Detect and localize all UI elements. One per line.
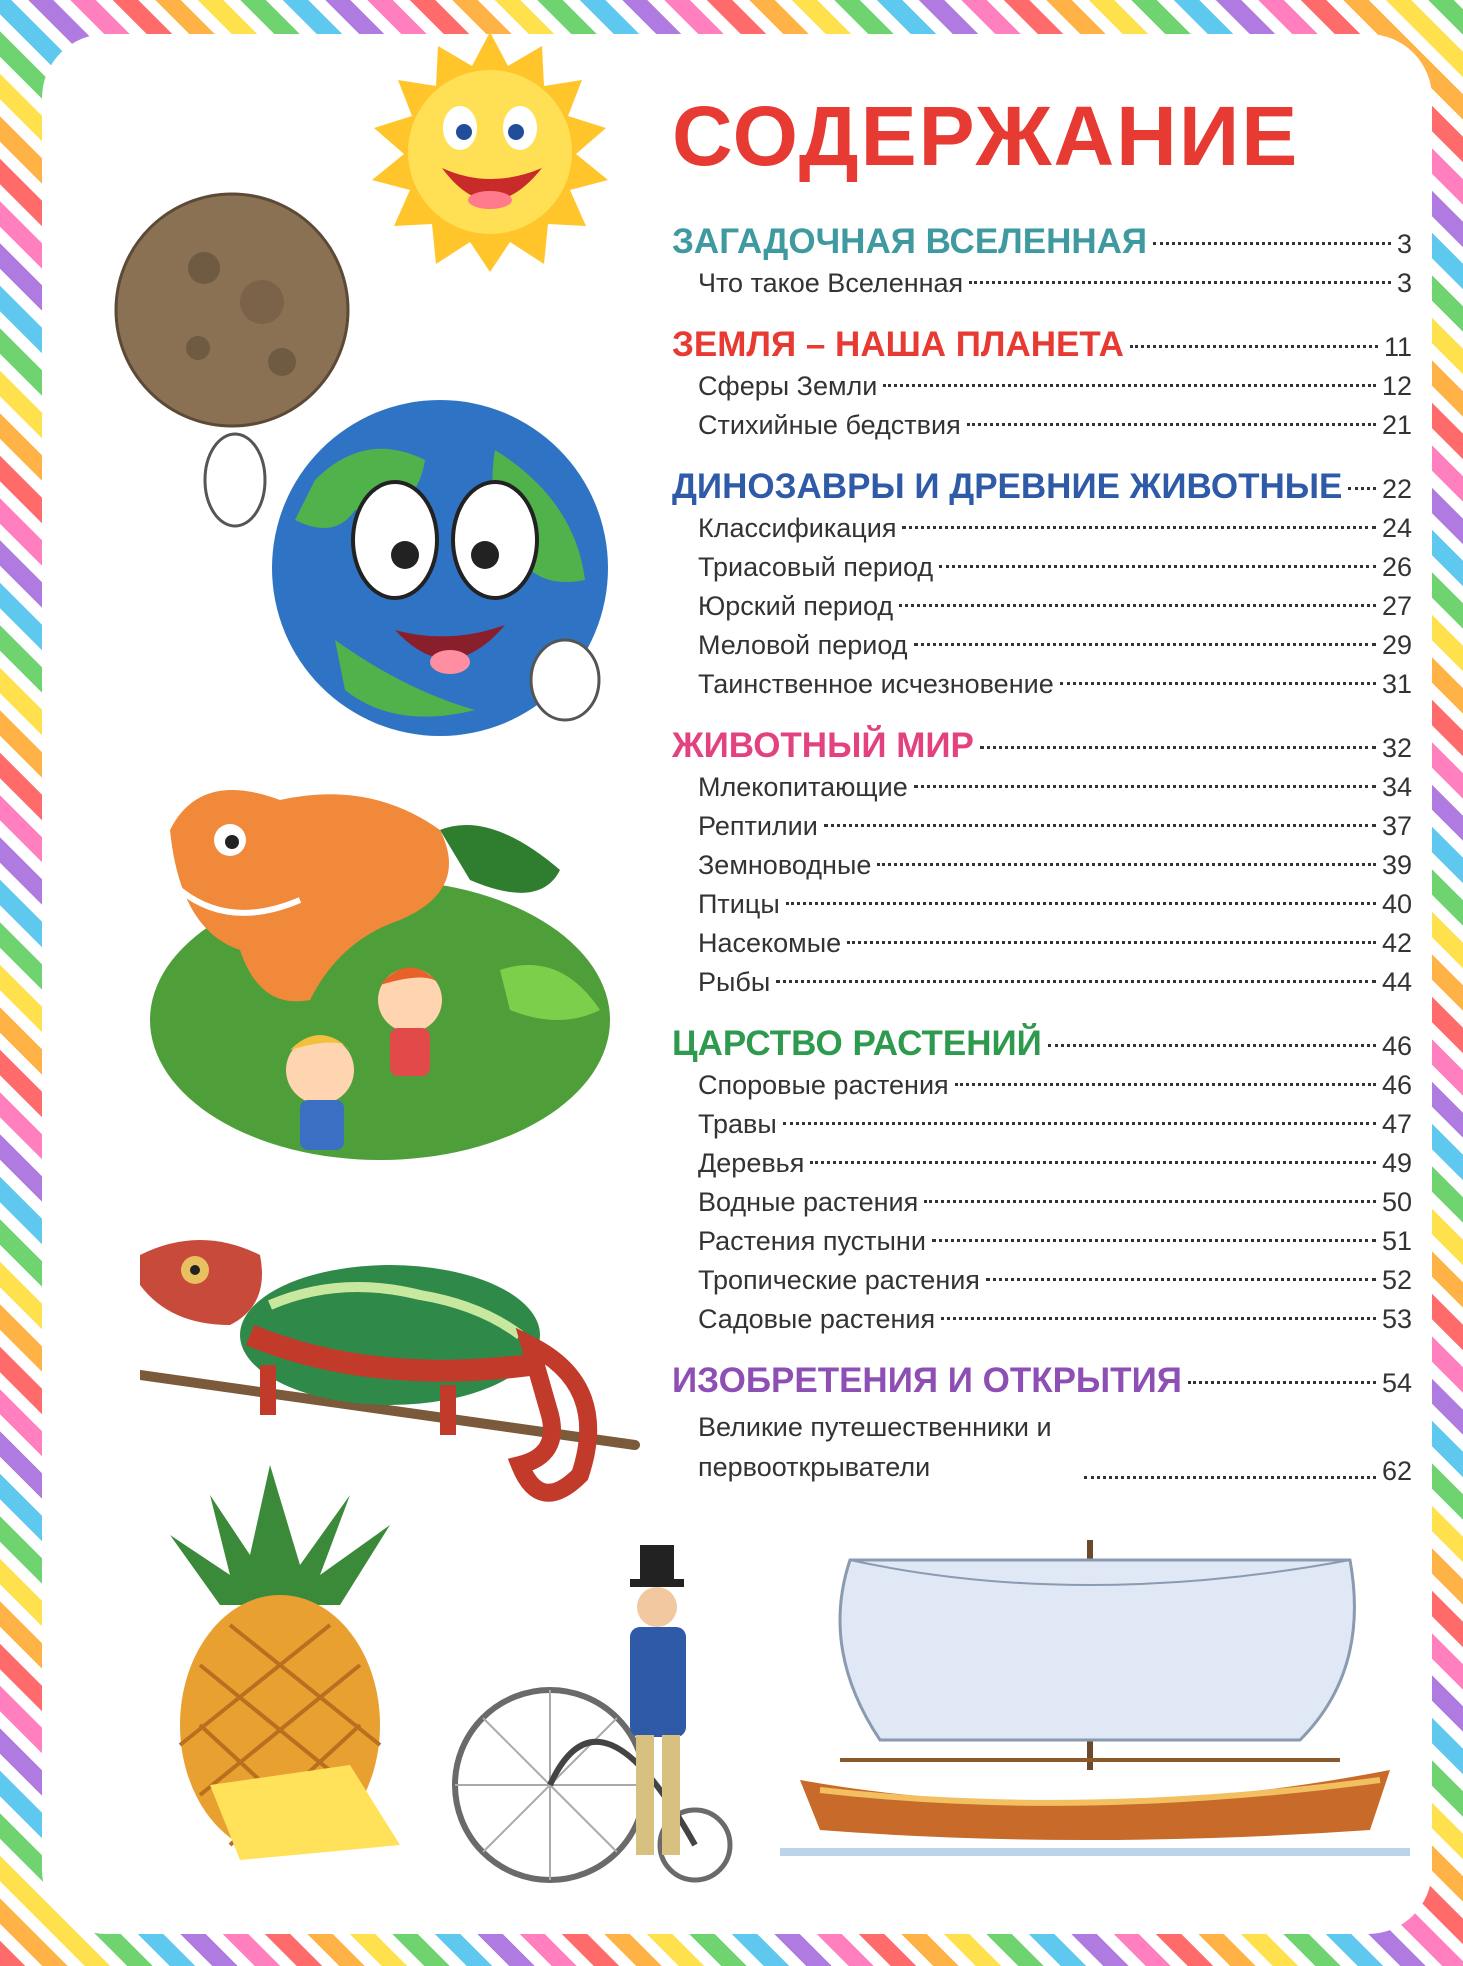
toc-entry[interactable] <box>672 1304 1412 1343</box>
toc-entry[interactable] <box>672 889 1412 928</box>
toc-section-heading-row[interactable] <box>672 1361 1412 1407</box>
toc-entry-label: Классификация <box>698 513 897 543</box>
toc-entry[interactable] <box>672 1070 1412 1109</box>
toc-entry[interactable] <box>672 850 1412 889</box>
toc-entry[interactable] <box>672 1265 1412 1304</box>
toc-entry[interactable] <box>672 268 1412 307</box>
dot-leader <box>776 980 1376 983</box>
dot-leader <box>986 1278 1376 1281</box>
pineapple-illustration <box>150 1465 420 1865</box>
toc-section <box>672 325 1412 449</box>
toc-entry-label: Триасовый период <box>698 552 934 582</box>
dot-leader <box>1048 1044 1376 1047</box>
toc-entry-label: Сферы Земли <box>698 371 878 401</box>
toc-section-heading-row[interactable] <box>672 726 1412 772</box>
toc-page-number: 50 <box>1381 1187 1412 1217</box>
toc-entry-label: Юрский период <box>698 591 894 621</box>
toc-section-heading: ЗЕМЛЯ – НАША ПЛАНЕТА <box>672 325 1124 364</box>
toc-page-number: 31 <box>1381 669 1412 699</box>
dot-leader <box>939 565 1376 568</box>
toc-page-number: 53 <box>1381 1304 1412 1334</box>
toc-section <box>672 1361 1412 1489</box>
toc-entry[interactable] <box>672 928 1412 967</box>
toc-section <box>672 726 1412 1006</box>
toc-page-number: 11 <box>1383 332 1412 362</box>
dot-leader <box>1130 345 1378 348</box>
toc-entry-label: Рыбы <box>698 967 771 997</box>
toc-entry[interactable] <box>672 552 1412 591</box>
toc-section <box>672 467 1412 708</box>
dot-leader <box>1060 682 1376 685</box>
toc-page-number: 51 <box>1381 1226 1412 1256</box>
toc-entry-label: Насекомые <box>698 928 842 958</box>
toc-entry[interactable] <box>672 669 1412 708</box>
toc-entry[interactable] <box>672 811 1412 850</box>
dot-leader <box>847 941 1376 944</box>
toc-page-number: 3 <box>1396 268 1412 298</box>
penny-farthing-illustration <box>450 1545 750 1885</box>
dot-leader <box>783 1122 1376 1125</box>
toc-page-number: 54 <box>1381 1368 1412 1398</box>
toc-page-number: 3 <box>1396 229 1412 259</box>
toc-entry-label: Тропические растения <box>698 1265 980 1295</box>
toc-section-heading-row[interactable] <box>672 1024 1412 1070</box>
toc-entry-label: Птицы <box>698 889 780 919</box>
toc-page-number: 40 <box>1381 889 1412 919</box>
toc-page-number: 26 <box>1381 552 1412 582</box>
dot-leader <box>1348 487 1376 490</box>
toc-page-number: 44 <box>1381 967 1412 997</box>
toc-entry-label: Млекопитающие <box>698 772 908 802</box>
toc-section-heading: ИЗОБРЕТЕНИЯ И ОТКРЫТИЯ <box>672 1361 1182 1400</box>
toc-section <box>672 1024 1412 1343</box>
toc-section-heading-row[interactable] <box>672 222 1412 268</box>
table-of-contents <box>672 222 1412 1507</box>
toc-entry[interactable] <box>672 591 1412 630</box>
toc-entry[interactable] <box>672 1407 1412 1489</box>
toc-entry-label: Великие путешественники и первооткрыватели <box>698 1412 1052 1482</box>
toc-page-number: 52 <box>1381 1265 1412 1295</box>
dot-leader <box>932 1239 1376 1242</box>
toc-page-number: 27 <box>1381 591 1412 621</box>
toc-page-number: 37 <box>1381 811 1412 841</box>
toc-page-number: 49 <box>1381 1148 1412 1178</box>
toc-entry[interactable] <box>672 371 1412 410</box>
toc-entry-label: Таинственное исчезновение <box>698 669 1054 699</box>
toc-page-number: 39 <box>1381 850 1412 880</box>
sun-illustration <box>330 28 650 273</box>
earth-character-illustration <box>195 390 615 740</box>
toc-page-number: 24 <box>1381 513 1412 543</box>
toc-entry[interactable] <box>672 1109 1412 1148</box>
toc-page-number: 29 <box>1381 630 1412 660</box>
toc-page-number: 42 <box>1381 928 1412 958</box>
dot-leader <box>1084 1476 1376 1479</box>
dot-leader <box>899 604 1376 607</box>
toc-entry[interactable] <box>672 1226 1412 1265</box>
dot-leader <box>824 824 1376 827</box>
toc-page-number: 22 <box>1381 474 1412 504</box>
toc-section-heading: ЗАГАДОЧНАЯ ВСЕЛЕННАЯ <box>672 222 1148 261</box>
dot-leader <box>1153 242 1391 245</box>
toc-entry-label: Меловой период <box>698 630 908 660</box>
toc-page-number: 21 <box>1381 410 1412 440</box>
toc-page-number: 46 <box>1381 1031 1412 1061</box>
dot-leader <box>941 1317 1376 1320</box>
page-title: СОДЕРЖАНИЕ <box>672 89 1300 183</box>
dot-leader <box>980 746 1376 749</box>
dot-leader <box>902 526 1375 529</box>
toc-section-heading: ДИНОЗАВРЫ И ДРЕВНИЕ ЖИВОТНЫЕ <box>672 467 1343 506</box>
toc-entry-label: Растения пустыни <box>698 1226 926 1256</box>
toc-section-heading: ЖИВОТНЫЙ МИР <box>672 726 974 765</box>
toc-page-number: 62 <box>1381 1456 1412 1486</box>
toc-page-number: 32 <box>1381 733 1412 763</box>
toc-entry-label: Водные растения <box>698 1187 919 1217</box>
dot-leader <box>955 1083 1376 1086</box>
toc-page-number: 12 <box>1381 371 1412 401</box>
toc-entry[interactable] <box>672 1187 1412 1226</box>
toc-section-heading-row[interactable] <box>672 467 1412 513</box>
toc-entry[interactable] <box>672 630 1412 669</box>
toc-entry-label: Что такое Вселенная <box>698 268 964 298</box>
toc-entry-label: Рептилии <box>698 811 818 841</box>
toc-entry-label: Земноводные <box>698 850 872 880</box>
toc-page-number: 46 <box>1381 1070 1412 1100</box>
toc-section-heading: ЦАРСТВО РАСТЕНИЙ <box>672 1024 1042 1063</box>
dot-leader <box>914 785 1376 788</box>
dinosaur-children-illustration <box>140 770 620 1170</box>
dot-leader <box>967 423 1376 426</box>
toc-entry[interactable] <box>672 772 1412 811</box>
dot-leader <box>914 643 1376 646</box>
dot-leader <box>1188 1381 1376 1384</box>
dot-leader <box>883 384 1376 387</box>
toc-entry[interactable] <box>672 410 1412 449</box>
toc-entry-label: Травы <box>698 1109 777 1139</box>
toc-section-heading-row[interactable] <box>672 325 1412 371</box>
dot-leader <box>786 902 1376 905</box>
dot-leader <box>969 281 1391 284</box>
dot-leader <box>810 1161 1376 1164</box>
toc-entry[interactable] <box>672 1148 1412 1187</box>
dot-leader <box>877 863 1376 866</box>
toc-entry[interactable] <box>672 967 1412 1006</box>
toc-entry-label: Споровые растения <box>698 1070 949 1100</box>
toc-entry-label: Садовые растения <box>698 1304 936 1334</box>
toc-page-number: 34 <box>1381 772 1412 802</box>
toc-page-number: 47 <box>1381 1109 1412 1139</box>
dot-leader <box>924 1200 1376 1203</box>
toc-entry[interactable] <box>672 513 1412 552</box>
toc-entry-label: Деревья <box>698 1148 805 1178</box>
toc-section <box>672 222 1412 307</box>
toc-entry-label: Стихийные бедствия <box>698 410 961 440</box>
ancient-ship-illustration <box>780 1530 1410 1860</box>
